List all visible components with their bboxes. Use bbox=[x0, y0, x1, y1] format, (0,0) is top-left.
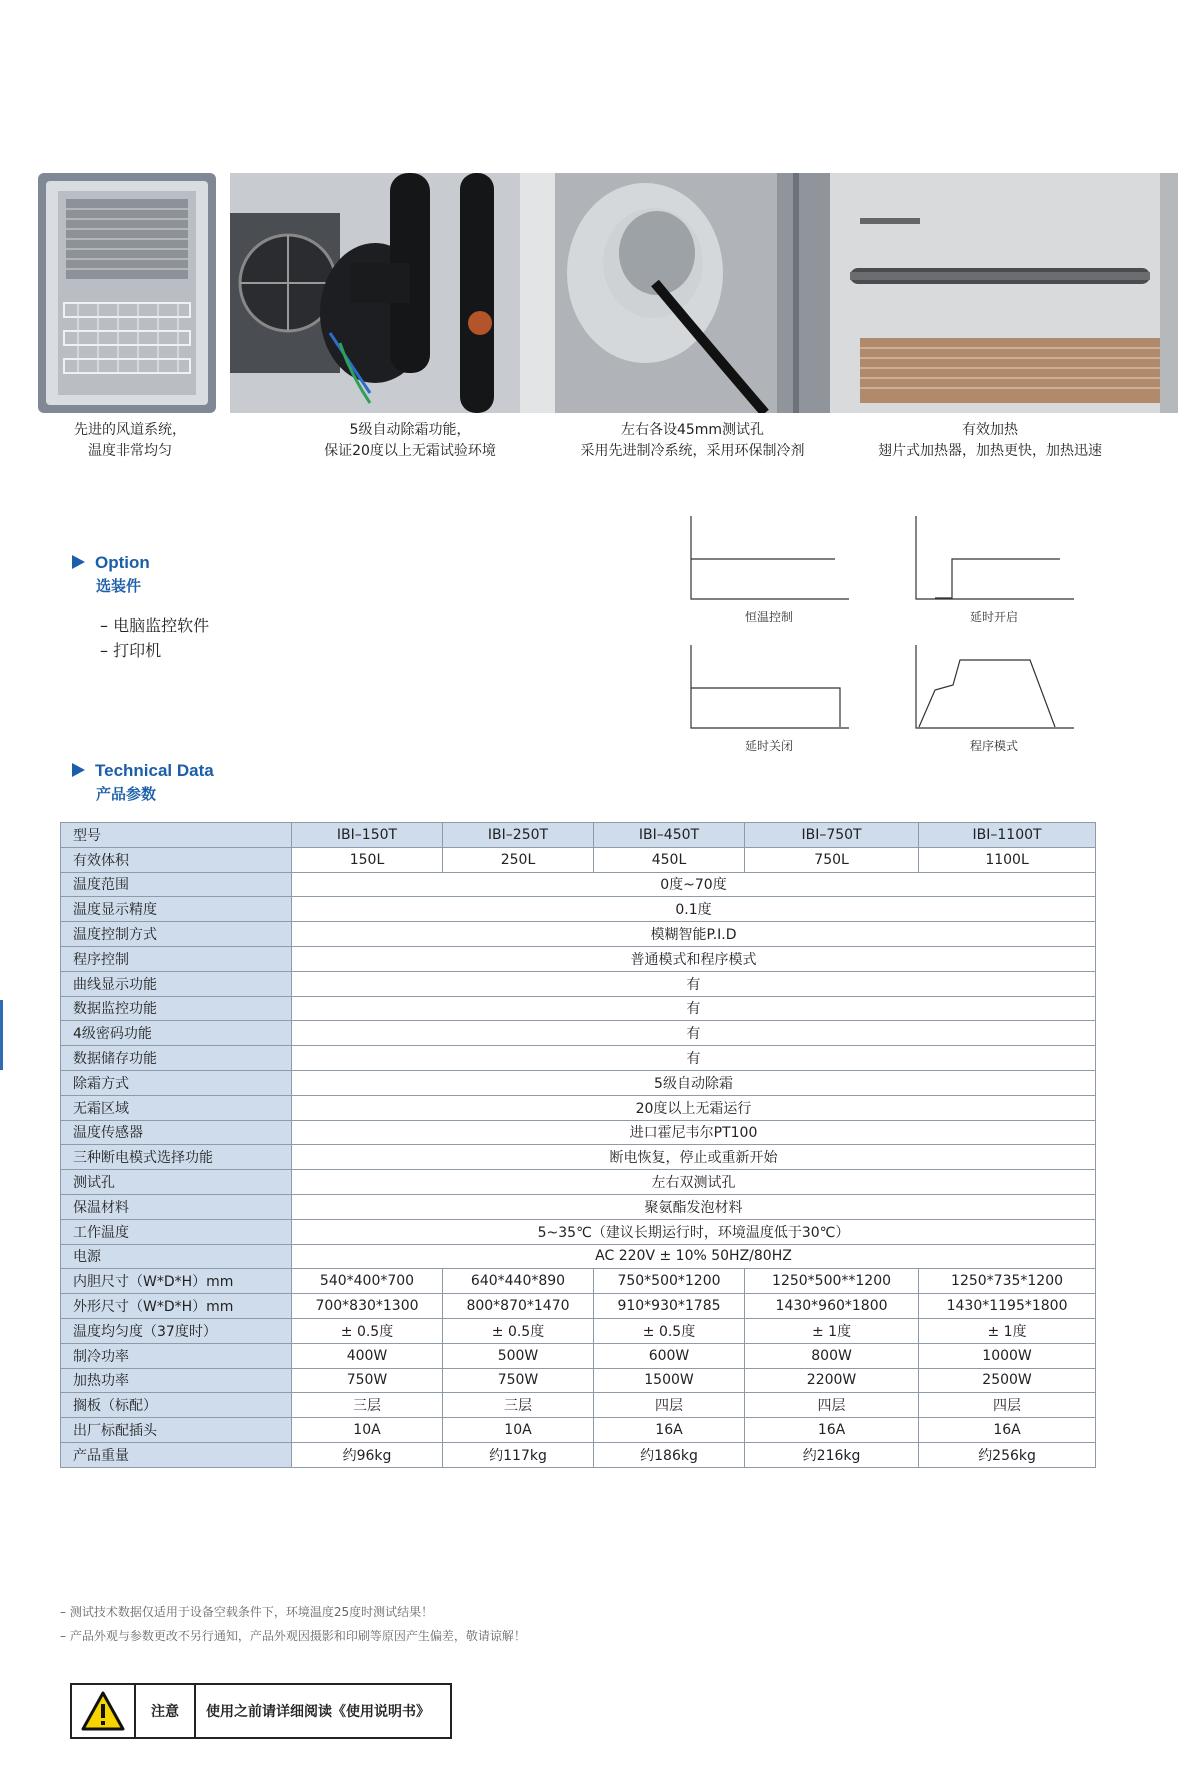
compressor-photo bbox=[230, 173, 555, 413]
option-heading: Option 选装件 bbox=[72, 553, 150, 596]
mode-label: 延时关闭 bbox=[744, 739, 793, 753]
row-label: 数据监控功能 bbox=[61, 996, 292, 1021]
value-cell: 750L bbox=[745, 847, 919, 872]
value-cell: 断电恢复，停止或重新开始 bbox=[292, 1145, 1096, 1170]
value-cell: 10A bbox=[443, 1418, 594, 1443]
table-row bbox=[61, 1194, 1096, 1219]
table-row bbox=[61, 1318, 1096, 1343]
row-label: 无霜区域 bbox=[61, 1095, 292, 1120]
value-cell: 250L bbox=[443, 847, 594, 872]
value-cell: 1250*735*1200 bbox=[919, 1269, 1096, 1294]
value-cell: 400W bbox=[292, 1343, 443, 1368]
row-label: 温度范围 bbox=[61, 872, 292, 897]
row-label: 型号 bbox=[61, 823, 292, 848]
value-cell: 四层 bbox=[745, 1393, 919, 1418]
value-cell: 5~35℃（建议长期运行时，环境温度低于30℃） bbox=[292, 1219, 1096, 1244]
value-cell: 约117kg bbox=[443, 1442, 594, 1467]
row-label: 温度显示精度 bbox=[61, 897, 292, 922]
value-cell: 聚氨酯发泡材料 bbox=[292, 1194, 1096, 1219]
footnote: – 产品外观与参数更改不另行通知，产品外观因摄影和印刷等原因产生偏差，敬请谅解！ bbox=[60, 1629, 526, 1643]
technical-heading: Technical Data 产品参数 bbox=[72, 761, 214, 804]
value-cell: 750W bbox=[292, 1368, 443, 1393]
table-row bbox=[61, 1095, 1096, 1120]
value-cell: 1500W bbox=[594, 1368, 745, 1393]
value-cell: 普通模式和程序模式 bbox=[292, 946, 1096, 971]
delayed-start-diagram bbox=[915, 516, 1075, 600]
row-label: 除霜方式 bbox=[61, 1070, 292, 1095]
value-cell: 750W bbox=[443, 1368, 594, 1393]
model-cell: IBI–750T bbox=[745, 823, 919, 848]
value-cell: 0度~70度 bbox=[292, 872, 1096, 897]
delayed-close-diagram bbox=[690, 645, 850, 729]
test-port-photo bbox=[555, 173, 830, 413]
table-row bbox=[61, 1368, 1096, 1393]
table-row bbox=[61, 1021, 1096, 1046]
row-label: 外形尺寸（W*D*H）mm bbox=[61, 1294, 292, 1319]
value-cell: 150L bbox=[292, 847, 443, 872]
row-label: 温度均匀度（37度时） bbox=[61, 1318, 292, 1343]
value-cell: 500W bbox=[443, 1343, 594, 1368]
table-row bbox=[61, 1046, 1096, 1071]
value-cell: 16A bbox=[594, 1418, 745, 1443]
table-row bbox=[61, 847, 1096, 872]
table-row bbox=[61, 1442, 1096, 1467]
value-cell: 1430*1195*1800 bbox=[919, 1294, 1096, 1319]
mode-label: 延时开启 bbox=[969, 610, 1018, 624]
warning-icon bbox=[72, 1685, 136, 1737]
row-label: 曲线显示功能 bbox=[61, 971, 292, 996]
notice-text: 使用之前请详细阅读《使用说明书》 bbox=[206, 1704, 430, 1720]
table-row bbox=[61, 1070, 1096, 1095]
heater-photo bbox=[830, 173, 1178, 413]
value-cell: 800*870*1470 bbox=[443, 1294, 594, 1319]
model-cell: IBI–1100T bbox=[919, 823, 1096, 848]
row-label: 内胆尺寸（W*D*H）mm bbox=[61, 1269, 292, 1294]
mode-label: 程序模式 bbox=[969, 739, 1018, 753]
value-cell: AC 220V ± 10% 50HZ/80HZ bbox=[292, 1244, 1096, 1269]
value-cell: 有 bbox=[292, 1021, 1096, 1046]
row-label: 加热功率 bbox=[61, 1368, 292, 1393]
value-cell: 10A bbox=[292, 1418, 443, 1443]
option-item: – 打印机 bbox=[100, 641, 162, 660]
value-cell: 2500W bbox=[919, 1368, 1096, 1393]
table-row bbox=[61, 1145, 1096, 1170]
row-label: 产品重量 bbox=[61, 1442, 292, 1467]
table-row bbox=[61, 1244, 1096, 1269]
photo-caption-1: 先进的风道系统， 温度非常均匀 bbox=[74, 422, 186, 459]
value-cell: 三层 bbox=[443, 1393, 594, 1418]
value-cell: 四层 bbox=[594, 1393, 745, 1418]
value-cell: 左右双测试孔 bbox=[292, 1170, 1096, 1195]
value-cell: 模糊智能P.I.D bbox=[292, 922, 1096, 947]
table-row bbox=[61, 1418, 1096, 1443]
model-cell: IBI–150T bbox=[292, 823, 443, 848]
row-label: 温度控制方式 bbox=[61, 922, 292, 947]
model-cell: IBI–250T bbox=[443, 823, 594, 848]
value-cell: 16A bbox=[745, 1418, 919, 1443]
photo-caption-2: 5级自动除霜功能， 保证20度以上无霜试验环境 bbox=[324, 422, 496, 459]
table-row bbox=[61, 1294, 1096, 1319]
value-cell: 16A bbox=[919, 1418, 1096, 1443]
row-label: 数据储存功能 bbox=[61, 1046, 292, 1071]
footnote: – 测试技术数据仅适用于设备空载条件下，环境温度25度时测试结果！ bbox=[60, 1605, 434, 1619]
value-cell: ± 0.5度 bbox=[292, 1318, 443, 1343]
photo-caption-4: 有效加热 翅片式加热器，加热更快，加热迅速 bbox=[878, 422, 1102, 459]
table-row bbox=[61, 872, 1096, 897]
value-cell: 800W bbox=[745, 1343, 919, 1368]
value-cell: ± 1度 bbox=[745, 1318, 919, 1343]
table-row bbox=[61, 1120, 1096, 1145]
table-row bbox=[61, 996, 1096, 1021]
value-cell: 450L bbox=[594, 847, 745, 872]
value-cell: 540*400*700 bbox=[292, 1269, 443, 1294]
value-cell: 约186kg bbox=[594, 1442, 745, 1467]
row-label: 制冷功率 bbox=[61, 1343, 292, 1368]
value-cell: 1100L bbox=[919, 847, 1096, 872]
value-cell: 1430*960*1800 bbox=[745, 1294, 919, 1319]
table-row bbox=[61, 946, 1096, 971]
value-cell: 有 bbox=[292, 971, 1096, 996]
value-cell: ± 0.5度 bbox=[443, 1318, 594, 1343]
value-cell: 0.1度 bbox=[292, 897, 1096, 922]
value-cell: 三层 bbox=[292, 1393, 443, 1418]
row-label: 温度传感器 bbox=[61, 1120, 292, 1145]
table-row bbox=[61, 1219, 1096, 1244]
model-cell: IBI–450T bbox=[594, 823, 745, 848]
row-label: 三种断电模式选择功能 bbox=[61, 1145, 292, 1170]
table-header-row bbox=[61, 823, 1096, 848]
table-row bbox=[61, 1170, 1096, 1195]
value-cell: 约256kg bbox=[919, 1442, 1096, 1467]
spec-table bbox=[60, 822, 1096, 1468]
value-cell: 约216kg bbox=[745, 1442, 919, 1467]
value-cell: 有 bbox=[292, 996, 1096, 1021]
table-row bbox=[61, 1393, 1096, 1418]
notice-label: 注意 bbox=[136, 1685, 196, 1737]
value-cell: 2200W bbox=[745, 1368, 919, 1393]
photo-caption-3: 左右各设45mm测试孔 采用先进制冷系统，采用环保制冷剂 bbox=[580, 422, 805, 459]
row-label: 工作温度 bbox=[61, 1219, 292, 1244]
value-cell: 四层 bbox=[919, 1393, 1096, 1418]
table-row bbox=[61, 1343, 1096, 1368]
constant-temp-diagram bbox=[690, 516, 850, 600]
value-cell: 1000W bbox=[919, 1343, 1096, 1368]
value-cell: 进口霍尼韦尔PT100 bbox=[292, 1120, 1096, 1145]
row-label: 4级密码功能 bbox=[61, 1021, 292, 1046]
notice-box bbox=[70, 1683, 452, 1739]
table-row bbox=[61, 1269, 1096, 1294]
row-label: 保温材料 bbox=[61, 1194, 292, 1219]
value-cell: 有 bbox=[292, 1046, 1096, 1071]
row-label: 搁板（标配） bbox=[61, 1393, 292, 1418]
option-item: – 电脑监控软件 bbox=[100, 616, 210, 635]
row-label: 程序控制 bbox=[61, 946, 292, 971]
row-label: 出厂标配插头 bbox=[61, 1418, 292, 1443]
program-mode-diagram bbox=[915, 645, 1075, 729]
value-cell: 600W bbox=[594, 1343, 745, 1368]
value-cell: 1250*500**1200 bbox=[745, 1269, 919, 1294]
value-cell: 750*500*1200 bbox=[594, 1269, 745, 1294]
value-cell: 约96kg bbox=[292, 1442, 443, 1467]
table-row bbox=[61, 971, 1096, 996]
value-cell: 910*930*1785 bbox=[594, 1294, 745, 1319]
value-cell: 700*830*1300 bbox=[292, 1294, 443, 1319]
margin-marker bbox=[0, 1000, 3, 1070]
arrow-right-icon bbox=[72, 555, 85, 569]
footnotes bbox=[60, 1600, 526, 1648]
arrow-right-icon bbox=[72, 763, 85, 777]
mode-label: 恒温控制 bbox=[744, 610, 793, 624]
row-label: 电源 bbox=[61, 1244, 292, 1269]
value-cell: ± 0.5度 bbox=[594, 1318, 745, 1343]
value-cell: 640*440*890 bbox=[443, 1269, 594, 1294]
row-label: 测试孔 bbox=[61, 1170, 292, 1195]
table-row bbox=[61, 922, 1096, 947]
chamber-interior-photo bbox=[38, 173, 216, 413]
value-cell: 5级自动除霜 bbox=[292, 1070, 1096, 1095]
value-cell: 20度以上无霜运行 bbox=[292, 1095, 1096, 1120]
value-cell: ± 1度 bbox=[919, 1318, 1096, 1343]
table-row bbox=[61, 897, 1096, 922]
row-label: 有效体积 bbox=[61, 847, 292, 872]
